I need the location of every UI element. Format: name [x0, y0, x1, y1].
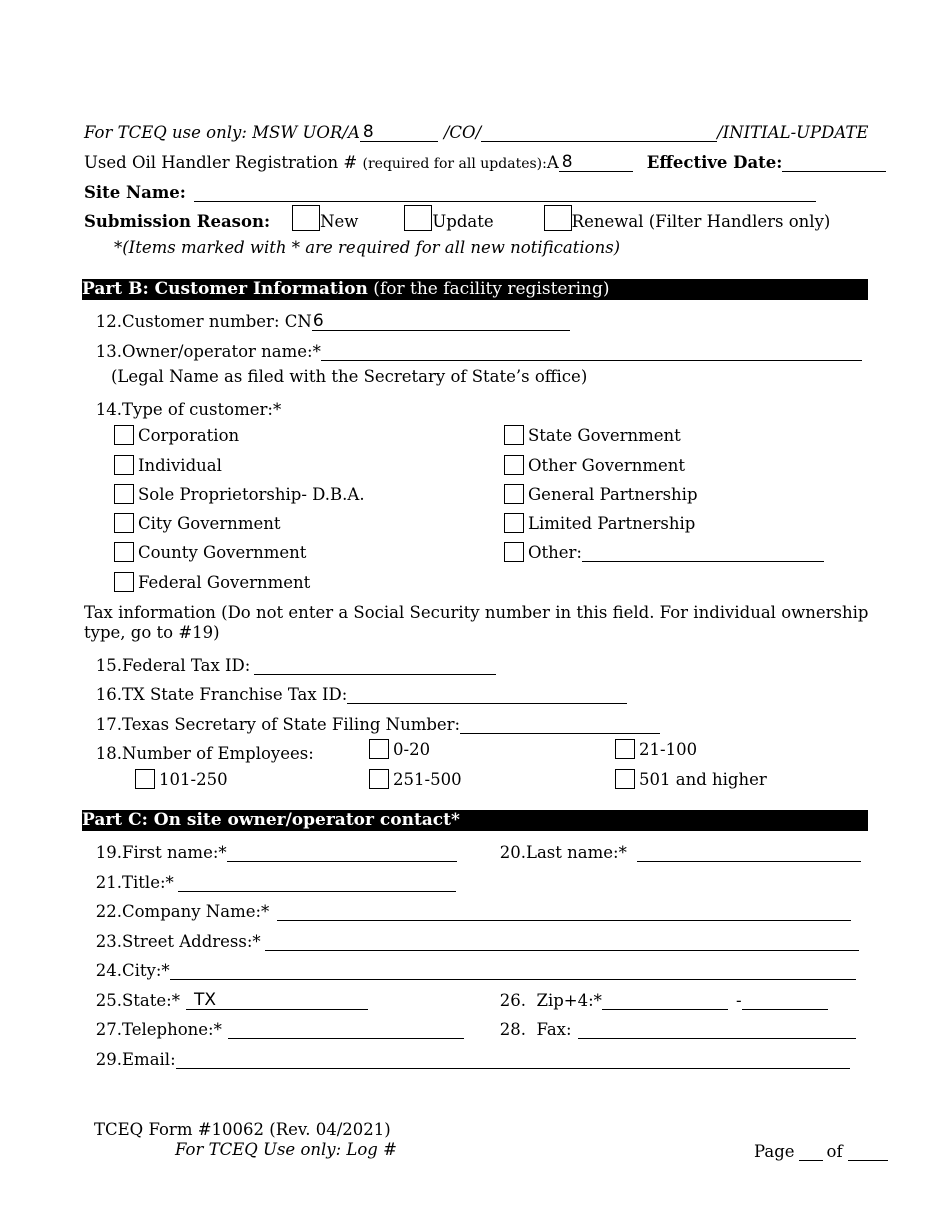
- ct-sole-proprietorship[interactable]: Sole Proprietorship- D.B.A.: [114, 484, 365, 504]
- reg-label: Used Oil Handler Registration #: [84, 153, 358, 172]
- q12-number: 12.: [95, 312, 122, 331]
- q14-label: Type of customer:*: [122, 400, 282, 419]
- page-indicator: [754, 1142, 888, 1161]
- q12-row: [84, 307, 880, 331]
- q23-row: [84, 927, 880, 951]
- q24-row: [84, 956, 880, 980]
- site-name-label: Site Name:: [84, 183, 186, 202]
- q21-number: 21.: [95, 873, 122, 892]
- q27-label: Telephone:*: [122, 1020, 222, 1039]
- reason-new-checkbox[interactable]: [292, 205, 320, 231]
- first-name-field[interactable]: [227, 843, 457, 862]
- q24-number: 24.: [95, 961, 122, 980]
- title-field[interactable]: [178, 873, 456, 892]
- legal-name-note: (Legal Name as filed with the Secretary of State’s office): [111, 367, 588, 386]
- ct-individual[interactable]: Individual: [114, 455, 222, 475]
- q15-number: 15.: [95, 656, 122, 675]
- registration-row: [84, 148, 950, 172]
- q20-label: Last name:*: [526, 843, 627, 862]
- federal-tax-id-field[interactable]: [254, 656, 496, 675]
- q12-label: Customer number: CN: [122, 312, 312, 331]
- q28-label: Fax:: [536, 1020, 572, 1039]
- q21-label: Title:*: [122, 873, 174, 892]
- q28-number: 28.: [499, 1020, 526, 1039]
- q29-label: Email:: [122, 1050, 176, 1069]
- q14-row: [84, 395, 880, 419]
- emp-251-500[interactable]: 251-500: [369, 769, 462, 789]
- submission-reason-row: [84, 207, 880, 231]
- q22-number: 22.: [95, 902, 122, 921]
- q16-number: 16.: [95, 685, 122, 704]
- other-type-field[interactable]: [582, 543, 824, 562]
- tceq-use-row: [84, 118, 880, 142]
- email-field[interactable]: [176, 1050, 850, 1069]
- q22-row: [84, 897, 880, 921]
- required-note: *(Items marked with * are required for all new notifications): [114, 238, 621, 257]
- reason-renewal-label: Renewal (Filter Handlers only): [571, 212, 831, 231]
- q13-label: Owner/operator name:*: [122, 342, 321, 361]
- page-total-field[interactable]: [848, 1142, 888, 1161]
- state-field[interactable]: TX: [186, 991, 368, 1010]
- q18-label: Number of Employees:: [122, 744, 314, 763]
- q20-number: 20.: [499, 843, 526, 862]
- uor-field[interactable]: 8: [360, 123, 438, 142]
- emp-0-20[interactable]: 0-20: [369, 739, 430, 759]
- reg-note: (required for all updates):: [362, 156, 547, 172]
- q23-number: 23.: [95, 932, 122, 951]
- q16-row: [84, 680, 880, 704]
- reg-number-field[interactable]: 8: [559, 153, 633, 172]
- page-number-field[interactable]: [799, 1142, 823, 1161]
- franchise-tax-id-field[interactable]: [347, 685, 627, 704]
- ct-federal-government[interactable]: Federal Government: [114, 572, 310, 592]
- ct-other-government[interactable]: Other Government: [504, 455, 685, 475]
- q18-number: 18.: [95, 744, 122, 763]
- reg-prefix: A: [546, 153, 559, 172]
- city-field[interactable]: [170, 961, 856, 980]
- part-b-subtitle: (for the facility registering): [367, 279, 610, 299]
- effective-date-label: Effective Date:: [646, 153, 783, 172]
- company-name-field[interactable]: [277, 902, 851, 921]
- q26-row: [488, 986, 828, 1010]
- page-label: Page: [754, 1142, 795, 1161]
- q17-row: [84, 710, 880, 734]
- emp-21-100[interactable]: 21-100: [615, 739, 697, 759]
- co-label: /CO/: [443, 123, 482, 142]
- ct-county-government[interactable]: County Government: [114, 542, 306, 562]
- emp-501-plus[interactable]: 501 and higher: [615, 769, 767, 789]
- site-name-row: [84, 178, 880, 202]
- q19-number: 19.: [95, 843, 122, 862]
- q14-number: 14.: [95, 400, 122, 419]
- q24-label: City:*: [122, 961, 170, 980]
- q20-row: [488, 838, 861, 862]
- q17-label: Texas Secretary of State Filing Number:: [122, 715, 461, 734]
- ct-limited-partnership[interactable]: Limited Partnership: [504, 513, 695, 533]
- emp-101-250[interactable]: 101-250: [135, 769, 228, 789]
- q17-number: 17.: [95, 715, 122, 734]
- submission-reason-label: Submission Reason:: [84, 212, 271, 231]
- q13-row: [84, 337, 880, 361]
- reason-new-label: New: [320, 212, 359, 231]
- street-address-field[interactable]: [265, 932, 859, 951]
- q25-label: State:*: [122, 991, 180, 1010]
- q16-label: TX State Franchise Tax ID:: [122, 685, 348, 704]
- ct-corporation[interactable]: Corporation: [114, 425, 239, 445]
- q29-row: [84, 1045, 880, 1069]
- q26-label: Zip+4:*: [536, 991, 602, 1010]
- reason-update-checkbox[interactable]: [404, 205, 432, 231]
- q15-row: [84, 651, 880, 675]
- q19-label: First name:*: [122, 843, 227, 862]
- ct-general-partnership[interactable]: General Partnership: [504, 484, 698, 504]
- sos-filing-number-field[interactable]: [460, 715, 660, 734]
- tceq-use-label: For TCEQ use only: MSW UOR/A: [84, 123, 360, 142]
- q26-number: 26.: [499, 991, 526, 1010]
- reason-update-label: Update: [432, 212, 494, 231]
- ct-other[interactable]: Other:: [504, 542, 824, 562]
- q29-number: 29.: [95, 1050, 122, 1069]
- q21-row: [84, 868, 880, 892]
- ct-state-government[interactable]: State Government: [504, 425, 681, 445]
- part-b-title: Part B: Customer Information: [82, 279, 368, 299]
- form-id: TCEQ Form #10062 (Rev. 04/2021): [94, 1120, 391, 1139]
- q25-number: 25.: [95, 991, 122, 1010]
- fax-field[interactable]: [578, 1020, 856, 1039]
- zip-field[interactable]: [602, 991, 728, 1010]
- part-b-header: [82, 279, 868, 300]
- last-name-field[interactable]: [637, 843, 861, 862]
- q23-label: Street Address:*: [122, 932, 261, 951]
- telephone-field[interactable]: [228, 1020, 464, 1039]
- owner-operator-field[interactable]: [321, 342, 862, 361]
- q27-number: 27.: [95, 1020, 122, 1039]
- part-c-header: Part C: On site owner/operator contact*: [82, 810, 868, 831]
- of-label: of: [826, 1142, 843, 1161]
- site-name-field[interactable]: [194, 183, 816, 202]
- q18-row: [84, 739, 880, 763]
- ct-city-government[interactable]: City Government: [114, 513, 280, 533]
- zip-dash: -: [735, 991, 742, 1010]
- zip4-field[interactable]: [742, 991, 828, 1010]
- q15-label: Federal Tax ID:: [122, 656, 251, 675]
- initial-update-label: /INITIAL-UPDATE: [717, 123, 869, 142]
- co-field[interactable]: [481, 123, 717, 142]
- reason-renewal-checkbox[interactable]: [544, 205, 572, 231]
- tax-info-note: Tax information (Do not enter a Social Security number in this field. For individual ownership type, go to #19): [84, 603, 869, 642]
- q22-label: Company Name:*: [122, 902, 270, 921]
- customer-number-field[interactable]: 6: [312, 312, 570, 331]
- effective-date-field[interactable]: [782, 153, 886, 172]
- q28-row: [488, 1015, 856, 1039]
- log-label: For TCEQ Use only: Log #: [175, 1140, 397, 1159]
- q13-number: 13.: [95, 342, 122, 361]
